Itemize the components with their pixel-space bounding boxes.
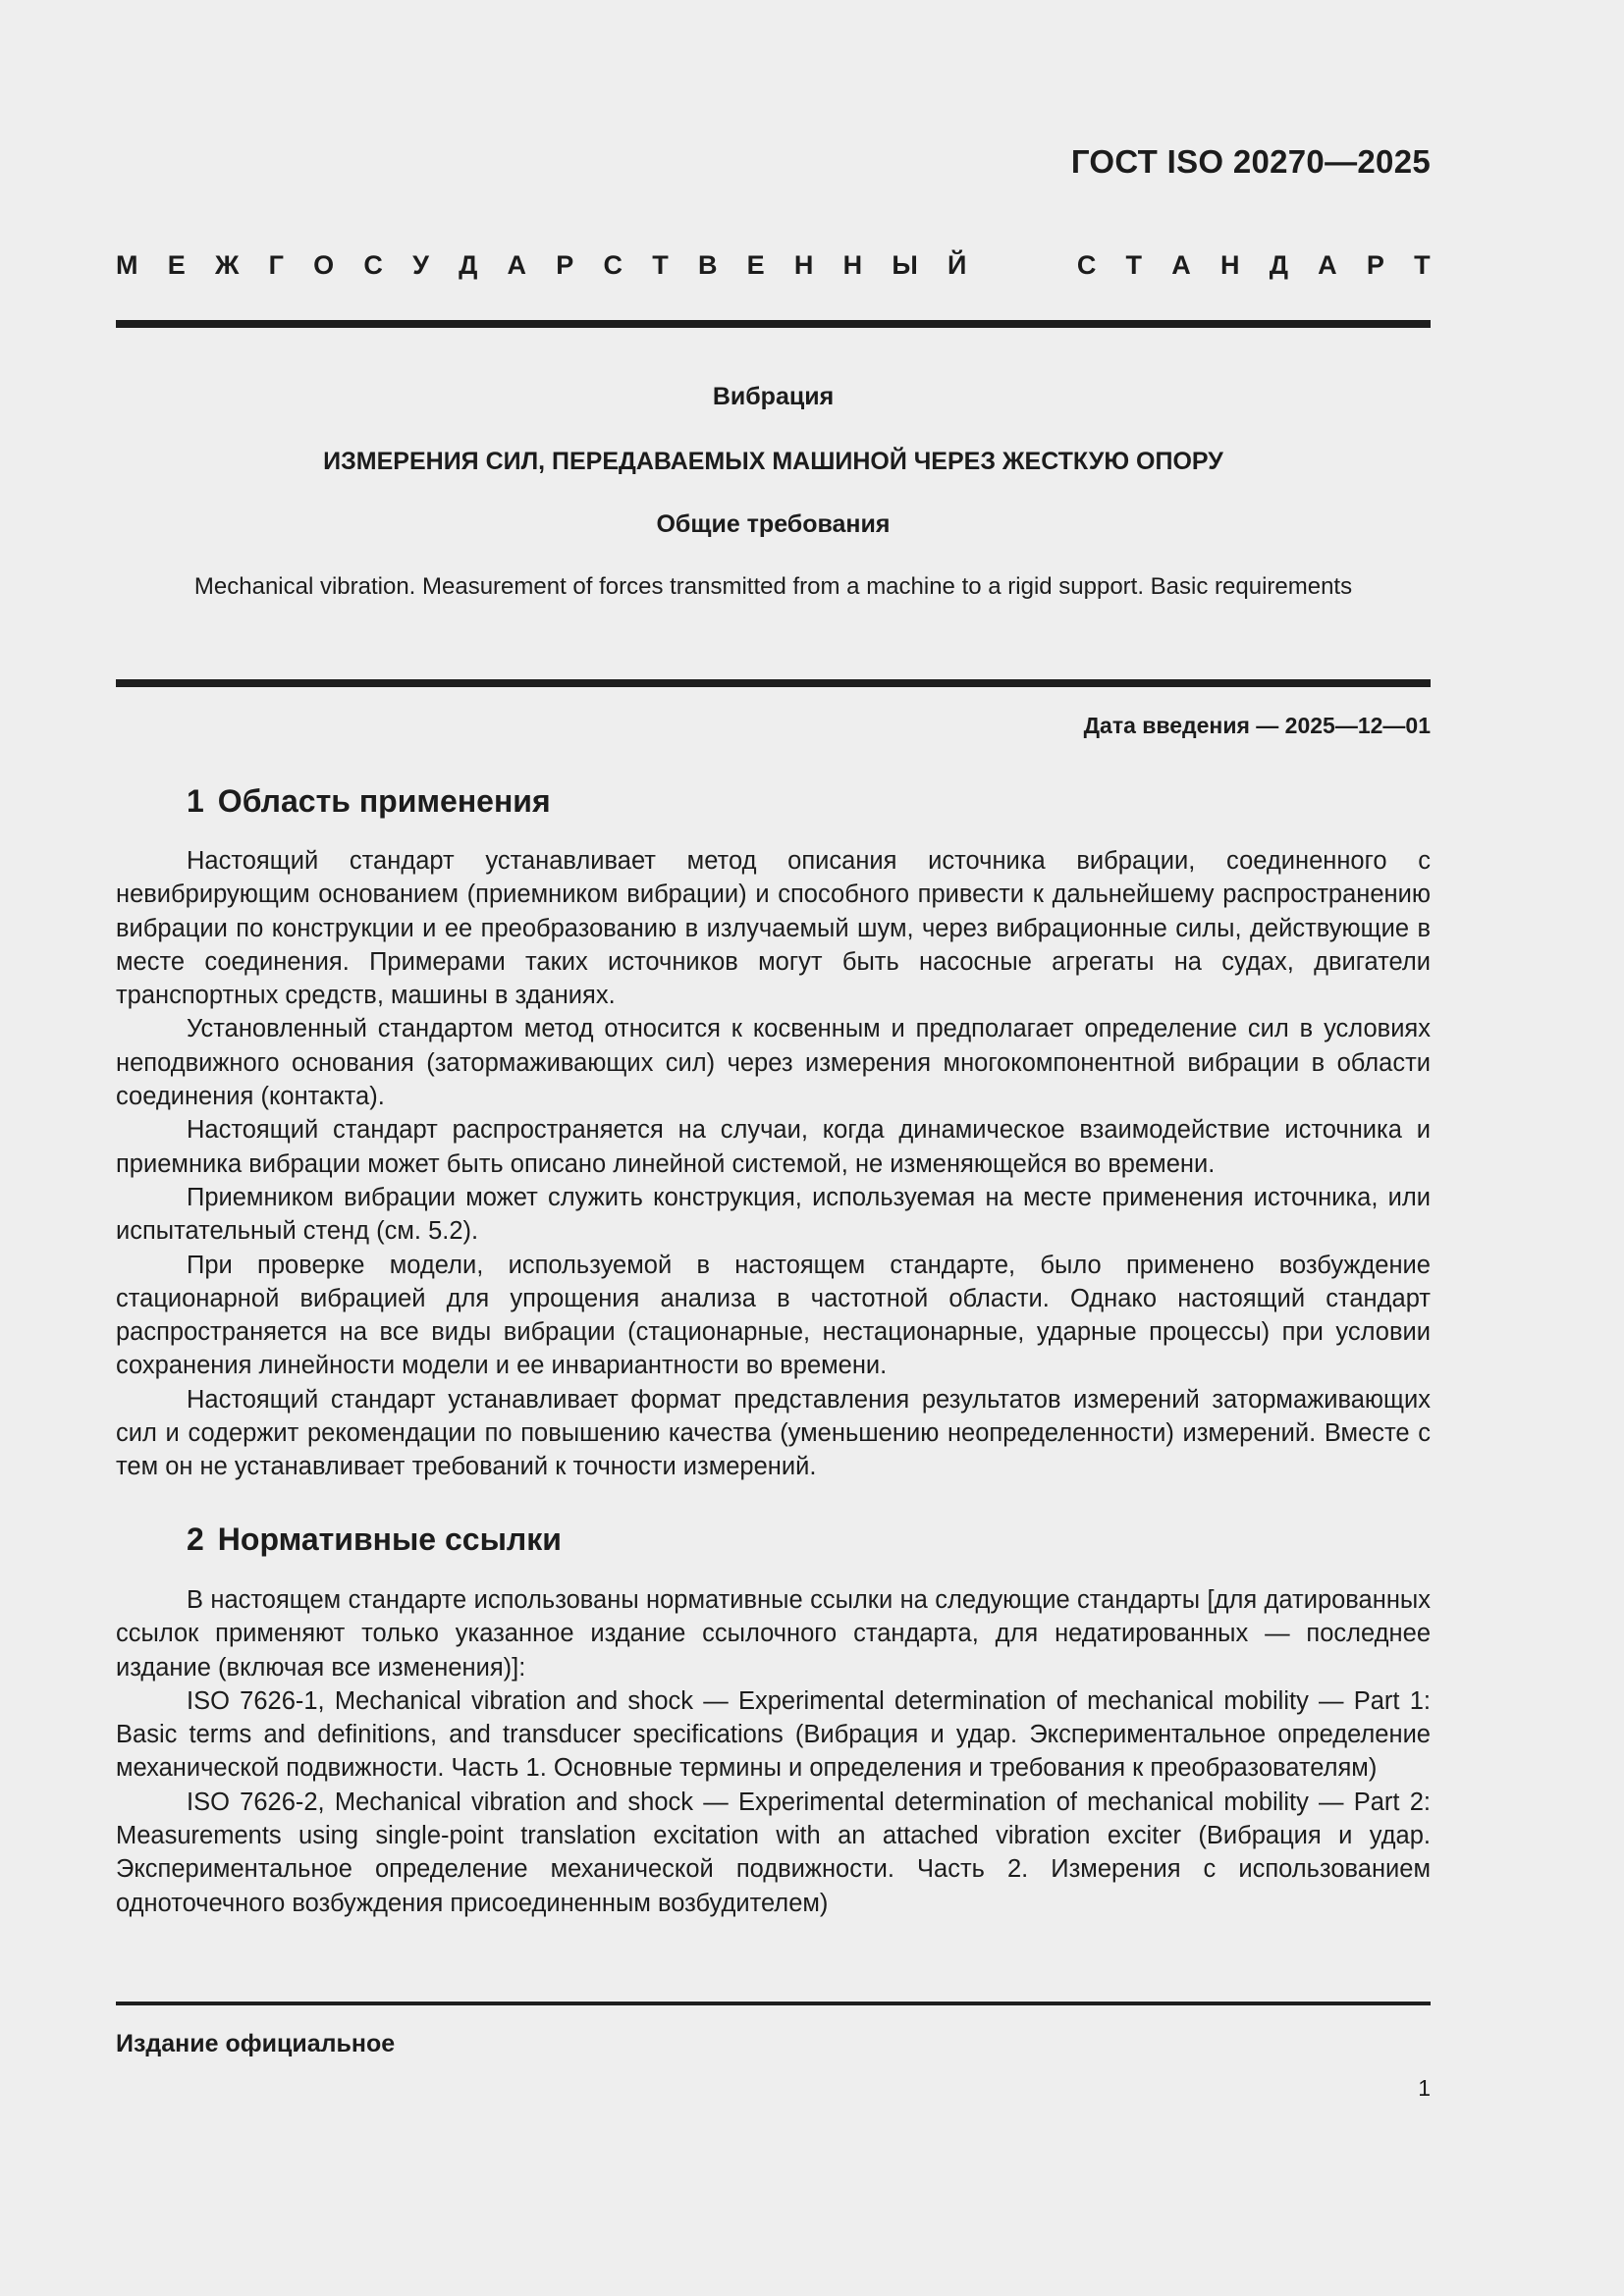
page-number: 1 [1418,2075,1431,2101]
interstate-word-letter: Й [947,250,967,280]
interstate-word-letter: Ж [214,250,240,280]
header-rule [116,320,1431,328]
interstate-word-letter: Н [793,250,814,280]
interstate-word-letter: А [507,250,527,280]
section-1-title: Область применения [217,783,551,819]
document-code: ГОСТ ISO 20270—2025 [1070,143,1431,180]
interstate-standard-heading [116,250,1431,281]
section-2-title: Нормативные ссылки [217,1522,562,1557]
interstate-word-letter: С [363,250,383,280]
standard-word-letter: Т [1125,250,1143,280]
section-2-heading [187,1522,562,1558]
interstate-word-letter: М [116,250,138,280]
paragraph: Настоящий стандарт устанавливает формат представления результатов измерений затормаживающих сил и содержит рекомендации по повышению качества (уменьшению неопределенности) измерений. Вместе с тем он не устанавливает требований к точности измерений. [116,1385,1431,1481]
interstate-word-letter: Ы [892,250,918,280]
section-2-body [116,1583,1431,1920]
interstate-word-letter: Е [167,250,186,280]
footer-rule [116,2002,1431,2005]
standard-word-letter: А [1318,250,1337,280]
title-subject: Вибрация [712,383,835,410]
official-edition-label: Издание официальное [116,2030,396,2057]
standard-word-letter: А [1171,250,1191,280]
interstate-word-letter: Г [268,250,284,280]
interstate-word-letter: У [412,250,429,280]
interstate-word-letter: Н [842,250,863,280]
interstate-word-letter: Д [459,250,478,280]
section-1-body [116,844,1431,1484]
section-2-number: 2 [187,1522,204,1557]
paragraph: При проверке модели, используемой в настоящем стандарте, было применено возбуждение стационарной вибрацией для упрощения анализа в частотной области. Однако настоящий стандарт распространяется на все виды вибрации (стационарные, нестационарные, ударные процессы) при условии сохранения линейности модели и ее инвариантности во времени. [116,1251,1431,1380]
standard-word-letter: С [1076,250,1097,280]
title-subtitle: Общие требования [656,510,891,538]
standard-word-letter: Н [1219,250,1240,280]
paragraph: Установленный стандартом метод относится к косвенным и предполагает определение сил в условиях неподвижного основания (затормаживающих сил) через измерения многокомпонентной вибрации в области соединения (контакта). [116,1015,1431,1111]
title-rule [116,679,1431,687]
introduction-date: Дата введения — 2025—12—01 [1083,713,1431,738]
paragraph: ISO 7626-1, Mechanical vibration and shock — Experimental determination of mechanical mobility — Part 1: Basic terms and definitions, and transducer specifications (Вибрация и удар. Экспериментальное определение механической подвижности. Часть 1. Основные термины и определения и требования к преобразователям) [116,1686,1431,1783]
interstate-word-letter: О [313,250,335,280]
standard-word-letter: Т [1414,250,1431,280]
section-1-number: 1 [187,783,204,819]
paragraph: В настоящем стандарте использованы нормативные ссылки на следующие стандарты [для датированных ссылок применяют только указанное издание ссылочного стандарта, для недатированных — последнее издание (включая все изменения)]: [116,1586,1431,1682]
paragraph: Настоящий стандарт распространяется на случаи, когда динамическое взаимодействие источника и приемника вибрации может быть описано линейной системой, не изменяющейся во времени. [116,1116,1431,1178]
interstate-word-letter: Е [746,250,765,280]
interstate-word-letter: Р [556,250,574,280]
interstate-word-letter: С [603,250,623,280]
section-1-heading [187,783,551,820]
title-main: ИЗМЕРЕНИЯ СИЛ, ПЕРЕДАВАЕМЫХ МАШИНОЙ ЧЕРЕЗ ЖЕСТКУЮ ОПОРУ [323,448,1223,475]
interstate-word-letter: Т [652,250,669,280]
title-english: Mechanical vibration. Measurement of forces transmitted from a machine to a rigid support. Basic requirements [193,573,1353,600]
interstate-word-letter: В [697,250,718,280]
paragraph: Приемником вибрации может служить конструкция, используемая на месте применения источника, или испытательный стенд (см. 5.2). [116,1183,1431,1246]
standard-word-letter: Д [1269,250,1288,280]
paragraph: Настоящий стандарт устанавливает метод описания источника вибрации, соединенного с невибрирующим основанием (приемником вибрации) и способного привести к дальнейшему распространению вибрации по конструкции и ее преобразованию в излучаемый шум, через вибрационные силы, действующие в месте соединения. Примерами таких источников могут быть насосные агрегаты на судах, двигатели транспортных средств, машины в зданиях. [116,847,1431,1010]
standard-word-letter: Р [1366,250,1384,280]
paragraph: ISO 7626-2, Mechanical vibration and shock — Experimental determination of mechanical mobility — Part 2: Measurements using single-point translation excitation with an attached vibration exciter (Вибрация и удар. Экспериментальное определение механической подвижности. Часть 2. Измерения с использованием одноточечного возбуждения присоединенным возбудителем) [116,1788,1431,1917]
